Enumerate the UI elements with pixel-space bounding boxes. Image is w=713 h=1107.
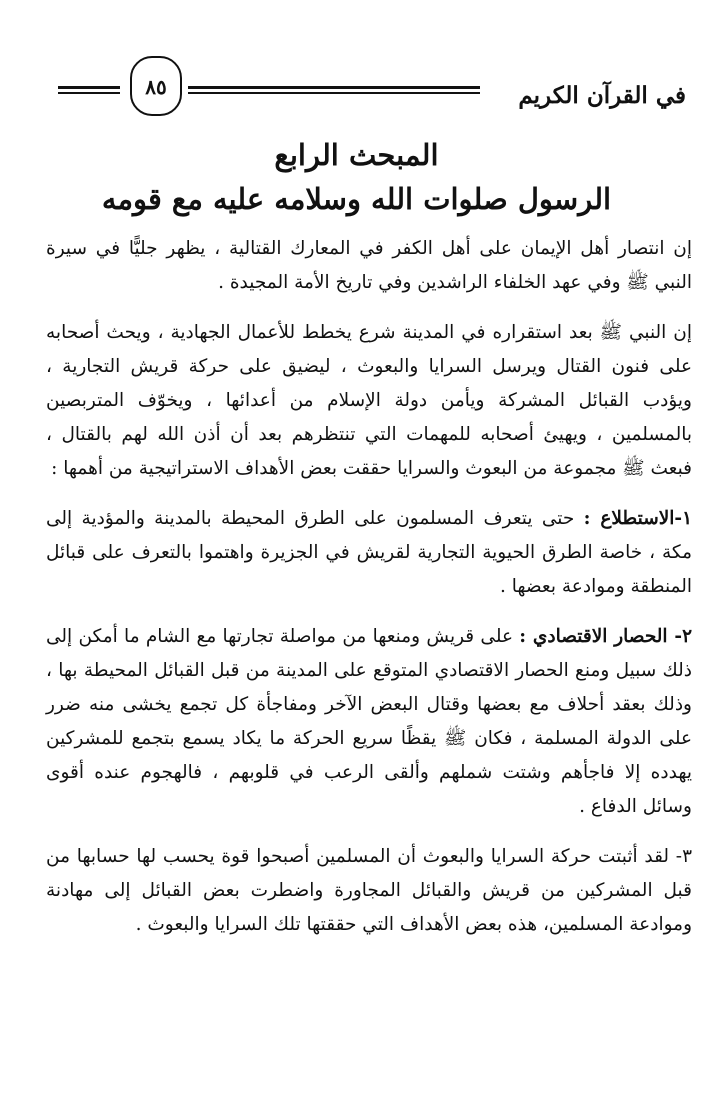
body-text bbox=[46, 232, 692, 958]
paragraph-3-text: حتى يتعرف المسلمون على الطرق المحيطة بالمدينة والمؤدية إلى مكة ، خاصة الطرق الحيوية التجارية لقريش في الجزيرة واهتموا بالتعرف على قبائل المنطقة وموادعة بعضها . bbox=[46, 508, 692, 597]
paragraph-2-text: إن النبي ﷺ بعد استقراره في المدينة شرع يخطط للأعمال الجهادية ، ويحث أصحابه على فنون القتال ويرسل السرايا والبعوث ، ليضيق على حركة قريش التجارية ، ويؤدب القبائل المشركة ويأمن دولة الإسلام من أعدائها ، ويخوّف المتربصين بالمسلمين ، ويهيئ أصحابه للمهمات التي تنتظرهم بعد أن أذن الله لهم بالقتال ، فبعث ﷺ مجموعة من البعوث والسرايا حققت بعض الأهداف الاستراتيجية من أهمها : bbox=[46, 322, 692, 479]
section-label: المبحث الرابع bbox=[274, 138, 439, 172]
section-title: الرسول صلوات الله وسلامه عليه مع قومه bbox=[101, 182, 612, 216]
header-rule-right bbox=[188, 86, 480, 89]
paragraph-1 bbox=[46, 232, 692, 300]
page-header bbox=[58, 52, 686, 126]
paragraph-3 bbox=[46, 502, 692, 604]
paragraph-5-text: ٣- لقد أثبتت حركة السرايا والبعوث أن المسلمين أصبحوا قوة يحسب لها حسابها من قبل المشركين من قريش والقبائل المجاورة واضطرت بعض القبائل إلى مهادنة وموادعة المسلمين، هذه بعض الأهداف التي حققتها تلك السرايا والبعوث . bbox=[46, 846, 692, 935]
paragraph-3-lead: ١-الاستطلاع : bbox=[583, 508, 692, 529]
paragraph-5 bbox=[46, 840, 692, 942]
page-number: ٨٥ bbox=[130, 56, 182, 116]
paragraph-2 bbox=[46, 316, 692, 486]
running-title: في القرآن الكريم bbox=[518, 82, 686, 109]
paragraph-4-text: على قريش ومنعها من مواصلة تجارتها مع الشام ما أمكن إلى ذلك سبيل ومنع الحصار الاقتصادي المتوقع على المدينة من قبل القبائل المحيطة بها ، وذلك بعقد أحلاف مع بعضها وقتال البعض الآخر ومفاجأة كل تجمع يخشى منه ضرر على الدولة المسلمة ، فكان ﷺ يقظًا سريع الحركة ما يكاد يسمع بتجمع للمشركين يهدده إلا فاجأهم وشتت شملهم وألقى الرعب في قلوبهم ، فالهجوم عنده أقوى وسائل الدفاع . bbox=[46, 626, 692, 817]
header-rule-left bbox=[58, 86, 120, 89]
paragraph-1-text: إن انتصار أهل الإيمان على أهل الكفر في المعارك القتالية ، يظهر جليًّا في سيرة النبي ﷺ وفي عهد الخلفاء الراشدين وفي تاريخ الأمة المجيدة . bbox=[46, 238, 692, 293]
paragraph-4 bbox=[46, 620, 692, 824]
paragraph-4-lead: ٢- الحصار الاقتصادي : bbox=[519, 626, 692, 647]
